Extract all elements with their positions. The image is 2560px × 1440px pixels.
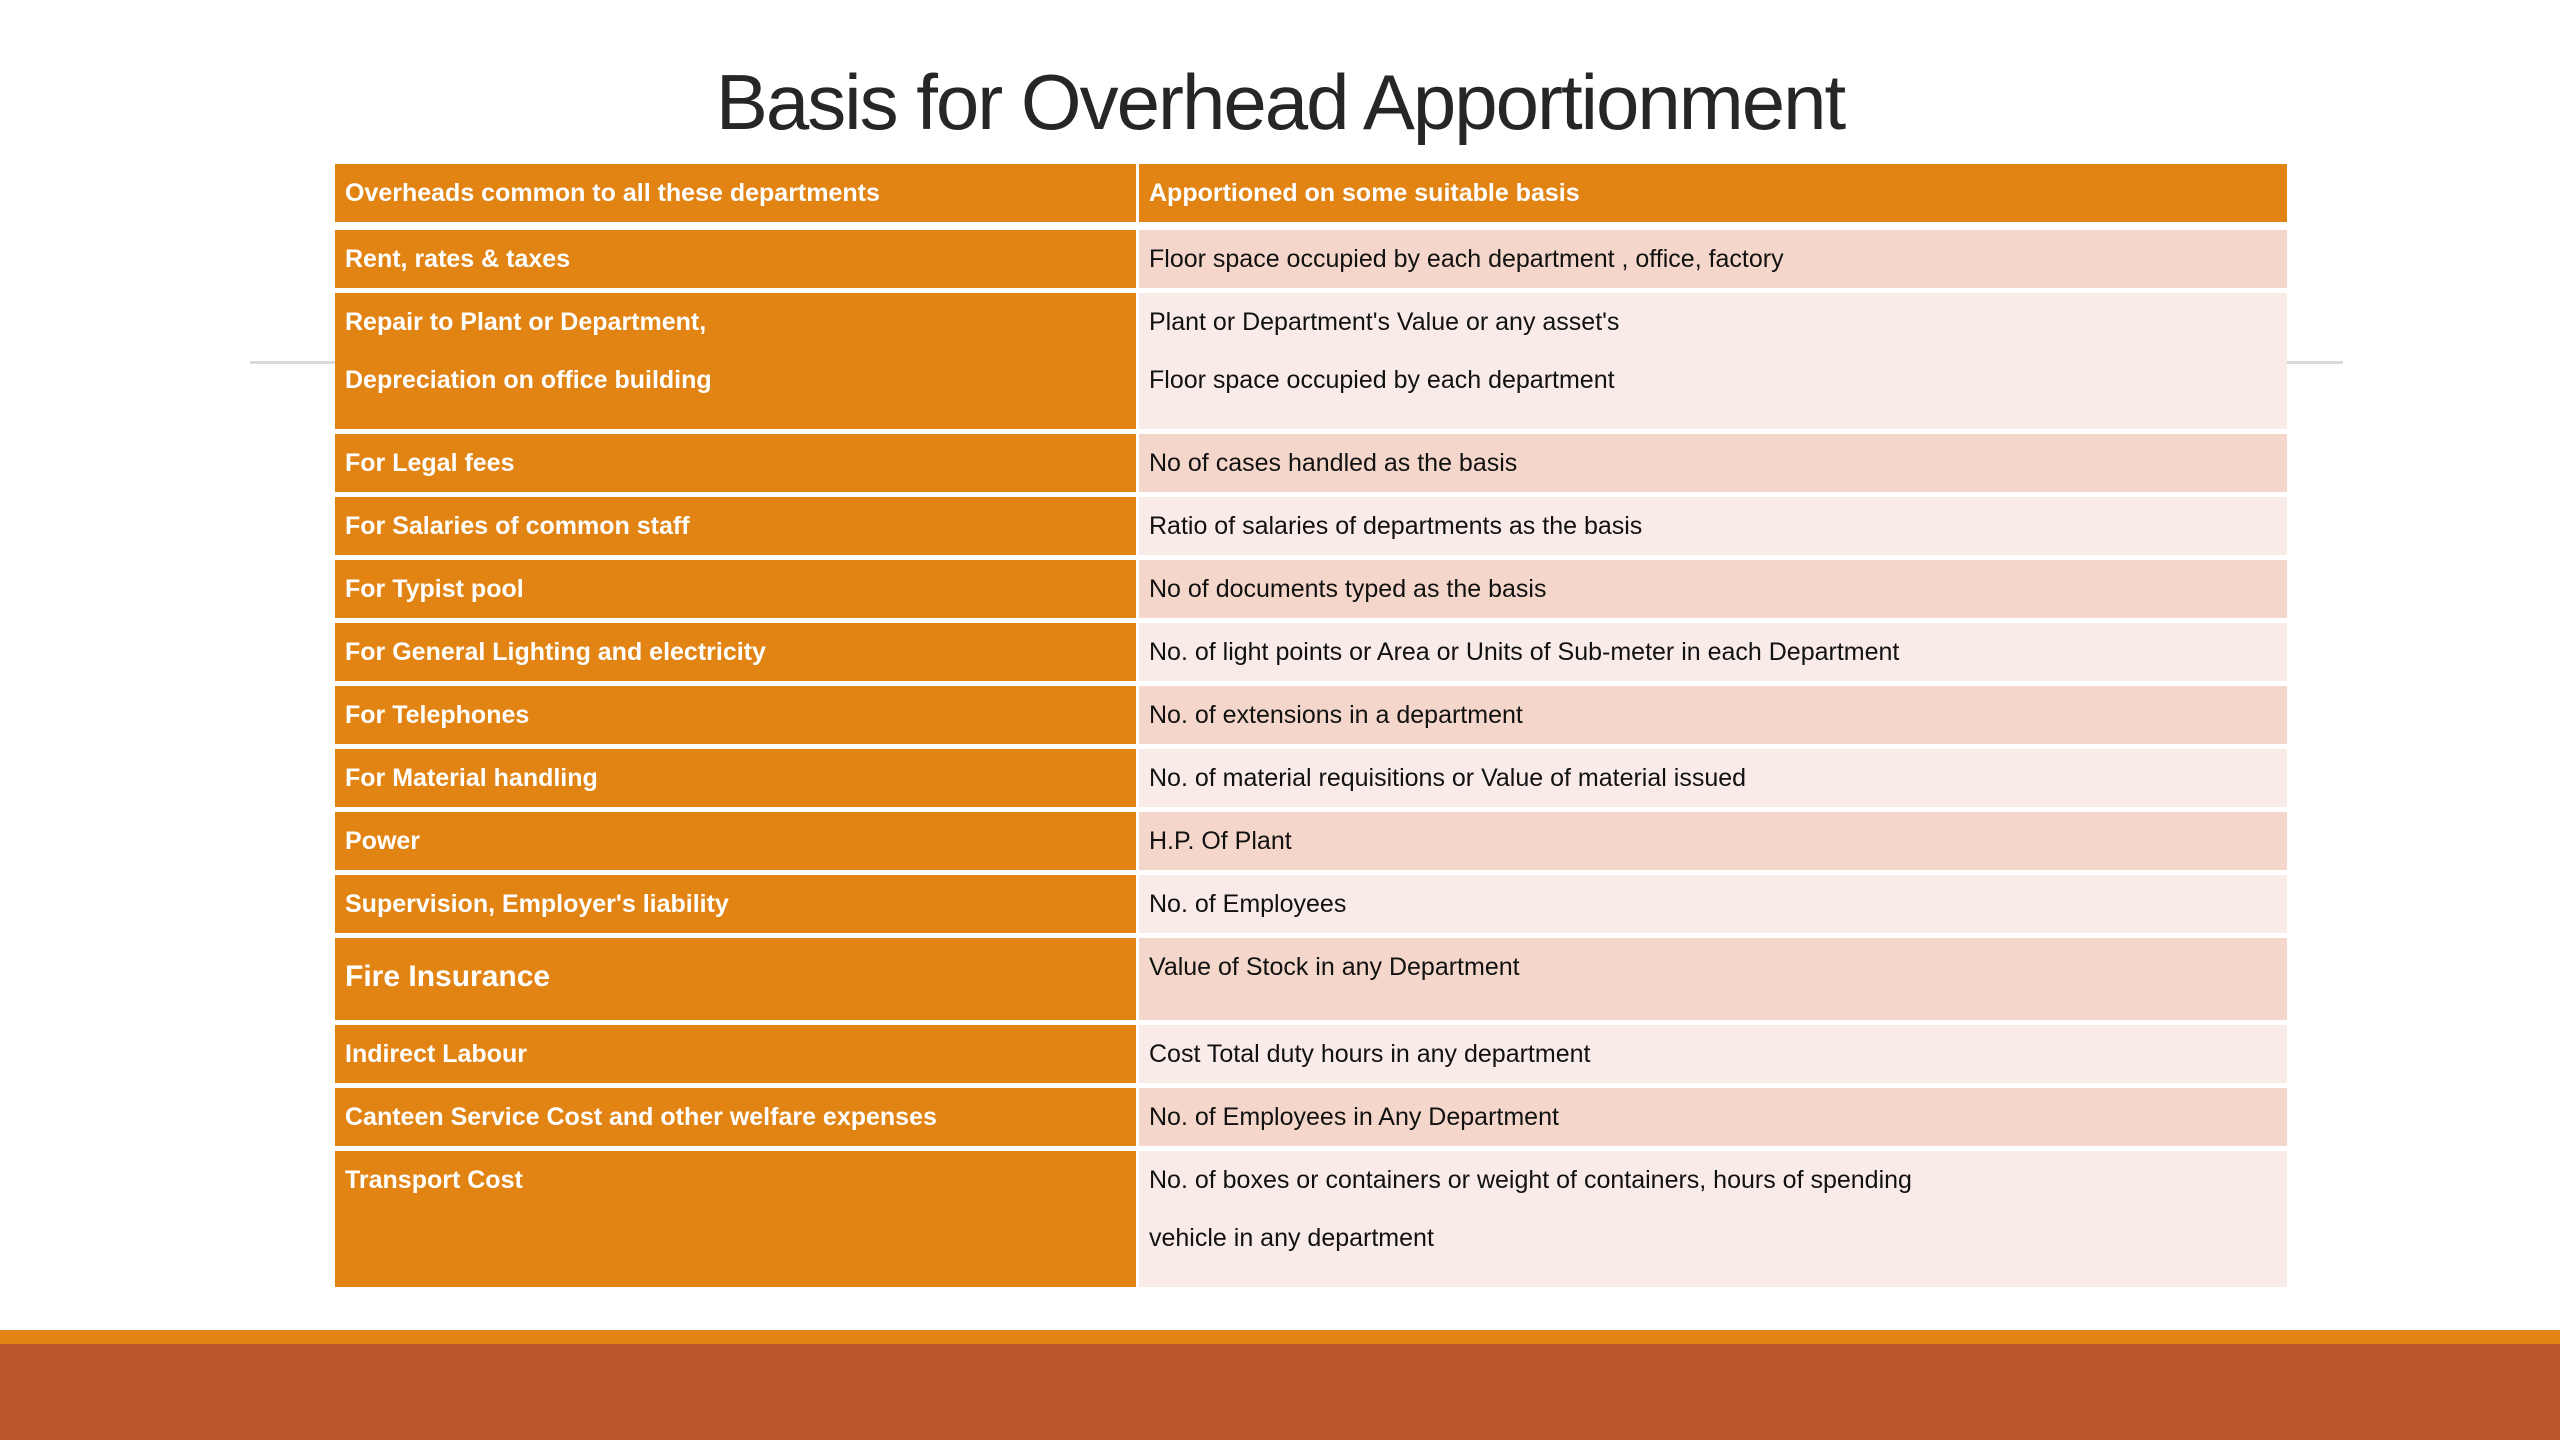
table-row bbox=[335, 686, 2287, 749]
basis-line: vehicle in any department bbox=[1149, 1224, 1434, 1252]
slide-title: Basis for Overhead Apportionment bbox=[715, 58, 1845, 146]
table-row bbox=[335, 1088, 2287, 1151]
basis-cell: No. of Employees bbox=[1139, 875, 2287, 938]
basis-cell: No. of Employees in Any Department bbox=[1139, 1088, 2287, 1151]
table-row bbox=[335, 812, 2287, 875]
overhead-cell: For Salaries of common staff bbox=[335, 497, 1139, 560]
basis-line: Plant or Department's Value or any asset's bbox=[1149, 308, 1620, 336]
header-basis: Apportioned on some suitable basis bbox=[1139, 164, 2287, 230]
basis-cell: Value of Stock in any Department bbox=[1139, 938, 2287, 1025]
overhead-line: Repair to Plant or Department, bbox=[345, 308, 707, 336]
basis-cell: No. of light points or Area or Units of Sub-meter in each Department bbox=[1139, 623, 2287, 686]
basis-cell: H.P. Of Plant bbox=[1139, 812, 2287, 875]
basis-cell: Floor space occupied by each department , office, factory bbox=[1139, 230, 2287, 293]
table-row bbox=[335, 497, 2287, 560]
table-row bbox=[335, 1151, 2287, 1287]
overhead-cell: For Material handling bbox=[335, 749, 1139, 812]
table-header-row bbox=[335, 164, 2287, 230]
overhead-cell: For Typist pool bbox=[335, 560, 1139, 623]
table-row bbox=[335, 623, 2287, 686]
table-row bbox=[335, 293, 2287, 434]
overhead-cell: Canteen Service Cost and other welfare expenses bbox=[335, 1088, 1139, 1151]
table-row bbox=[335, 560, 2287, 623]
basis-cell: No. of extensions in a department bbox=[1139, 686, 2287, 749]
footer-band bbox=[0, 1344, 2560, 1440]
overhead-cell: Transport Cost bbox=[335, 1151, 1139, 1287]
overhead-cell: For Legal fees bbox=[335, 434, 1139, 497]
basis-cell: Cost Total duty hours in any department bbox=[1139, 1025, 2287, 1088]
decorative-rule-left bbox=[250, 361, 340, 364]
table-row bbox=[335, 938, 2287, 1025]
basis-cell: No of cases handled as the basis bbox=[1139, 434, 2287, 497]
basis-line: No. of boxes or containers or weight of containers, hours of spending bbox=[1149, 1166, 1912, 1194]
overhead-cell: For General Lighting and electricity bbox=[335, 623, 1139, 686]
overhead-cell: Rent, rates & taxes bbox=[335, 230, 1139, 293]
overhead-cell: For Telephones bbox=[335, 686, 1139, 749]
overhead-cell: Indirect Labour bbox=[335, 1025, 1139, 1088]
apportionment-table bbox=[335, 164, 2287, 1287]
basis-cell: No. of material requisitions or Value of material issued bbox=[1139, 749, 2287, 812]
overhead-cell bbox=[335, 293, 1139, 434]
header-overheads: Overheads common to all these departments bbox=[335, 164, 1139, 230]
table-row bbox=[335, 749, 2287, 812]
table-row bbox=[335, 434, 2287, 497]
overhead-cell: Supervision, Employer's liability bbox=[335, 875, 1139, 938]
basis-cell: Ratio of salaries of departments as the basis bbox=[1139, 497, 2287, 560]
overhead-cell: Power bbox=[335, 812, 1139, 875]
decorative-rule-right bbox=[2285, 361, 2343, 364]
basis-line: Floor space occupied by each department bbox=[1149, 366, 1615, 394]
basis-cell: No of documents typed as the basis bbox=[1139, 560, 2287, 623]
basis-cell bbox=[1139, 1151, 2287, 1287]
basis-cell bbox=[1139, 293, 2287, 434]
overhead-cell: Fire Insurance bbox=[335, 938, 1139, 1025]
overhead-line: Depreciation on office building bbox=[345, 366, 712, 394]
footer-accent-stripe bbox=[0, 1330, 2560, 1344]
table-row bbox=[335, 875, 2287, 938]
table-row bbox=[335, 230, 2287, 293]
table-row bbox=[335, 1025, 2287, 1088]
